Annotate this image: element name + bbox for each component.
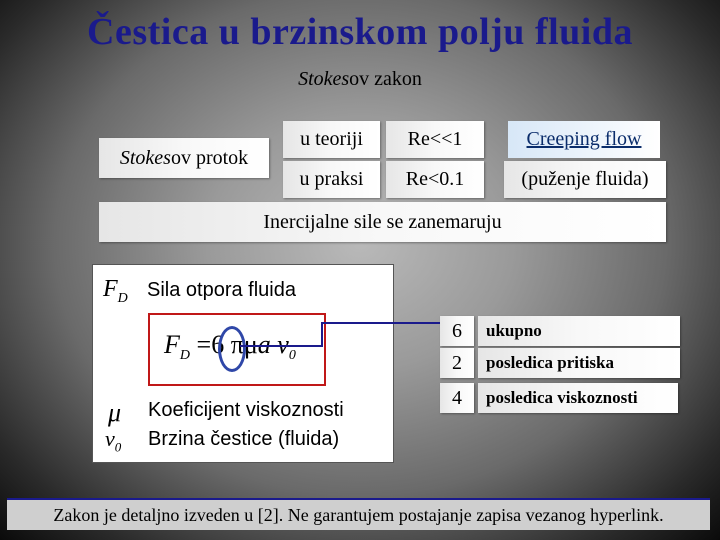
connector-line [240,323,440,346]
v0-symbol-sub: 0 [114,439,122,455]
koeficijent-label: Koeficijent viskoznosti [148,399,344,421]
formula-lhs-sub: D [179,348,191,364]
cell-puzenje: (puženje fluida) [504,161,666,198]
formula-v-sub: 0 [288,348,296,364]
fd-symbol-sub: D [117,290,128,306]
creeping-flow-link[interactable]: Creeping flow [508,121,660,158]
formula-pi: π [230,330,244,359]
breakdown-label-pritisak: posledica pritiska [478,348,680,378]
v0-symbol [105,426,121,455]
subtitle-italic: Stokes [298,68,350,90]
brzina-label: Brzina čestice (fluida) [148,428,340,450]
mu-symbol: μ [108,398,122,427]
inercijalne-box: Inercijalne sile se zanemaruju [99,202,666,242]
formula-mu: μ [243,330,258,359]
sila-otpora-label: Sila otpora fluida [147,279,296,301]
formula-a: a [257,330,271,359]
breakdown-num-viskoznost: 4 [440,383,474,413]
v0-symbol-main: v [105,426,115,451]
stokes-protok-italic: Stokes [119,146,171,169]
stokes-protok-rest: ov protok [170,146,249,169]
breakdown-num-pritisak: 2 [440,348,474,378]
footer-note: Zakon je detaljno izveden u [2]. Ne garantujem postajanje zapisa vezanog hyperlink. [7,498,710,530]
cell-re-2: Re<0.1 [386,161,484,198]
cell-re-1: Re<<1 [386,121,484,158]
subtitle-rest: ov zakon [349,68,422,90]
formula-v: v [277,330,289,359]
fd-symbol-main: F [103,276,118,302]
breakdown-label-ukupno: ukupno [478,316,680,346]
breakdown-num-ukupno: 6 [440,316,474,346]
breakdown-label-viskoznost: posledica viskoznosti [478,383,678,413]
formula-eq: = [196,330,212,359]
formula-lhs: F [164,330,180,359]
formula-coef: 6 [211,330,225,359]
cell-u-teoriji: u teoriji [283,121,380,158]
page-title: Čestica u brzinskom polju fluida [87,11,633,53]
cell-u-praksi: u praksi [283,161,380,198]
